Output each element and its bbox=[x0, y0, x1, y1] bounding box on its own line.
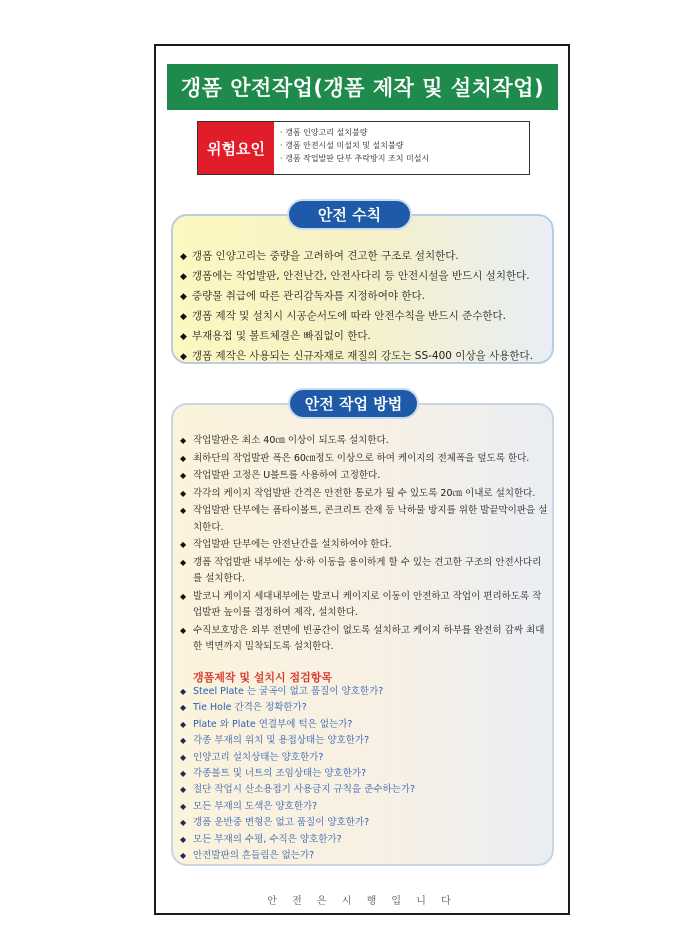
hazard-box bbox=[197, 121, 530, 175]
work-methods-list bbox=[180, 433, 548, 657]
work-method-item: ◆ 최하단의 작업발판 폭은 60㎝정도 이상으로 하여 케이지의 전체폭을 덮도록 한다. bbox=[180, 451, 548, 468]
hazard-label: 위험요인 bbox=[198, 122, 274, 174]
checklist-item: ◆ 모든 부재의 수평, 수직은 양호한가? bbox=[180, 832, 540, 848]
work-method-item: ◆ 갱폼 작업발판 내부에는 상·하 이동을 용이하게 할 수 있는 견고한 구조의 안전사다리를 설치한다. bbox=[180, 555, 548, 588]
safety-rule-item: ◆ 갱폼에는 작업발판, 안전난간, 안전사다리 등 안전시설을 반드시 설치한다. bbox=[180, 267, 550, 287]
hazard-item: · 갱폼 인양고리 설치불량 bbox=[280, 126, 429, 139]
checklist-heading: 갱폼제작 및 설치시 점검항목 bbox=[193, 671, 332, 684]
safety-rule-item: ◆ 갱폼 제작 및 설치시 시공순서도에 따라 안전수칙을 반드시 준수한다. bbox=[180, 307, 550, 327]
checklist-item: ◆ Plate 와 Plate 연결부에 턱은 없는가? bbox=[180, 717, 540, 733]
checklist-item: ◆ 절단 작업시 산소용접기 사용금지 규칙을 준수하는가? bbox=[180, 782, 540, 798]
safety-rule-item: ◆ 갱폼 인양고리는 중량을 고려하여 견고한 구조로 설치한다. bbox=[180, 247, 550, 267]
work-method-item: ◆ 작업발판은 최소 40㎝ 이상이 되도록 설치한다. bbox=[180, 433, 548, 450]
hazard-list bbox=[274, 122, 429, 174]
work-method-item: ◆ 작업발판 단부에는 안전난간을 설치하여야 한다. bbox=[180, 537, 548, 554]
checklist-item: ◆ Tie Hole 간격은 정확한가? bbox=[180, 700, 540, 716]
checklist-item: ◆ 안전발판의 흔들림은 없는가? bbox=[180, 848, 540, 864]
checklist-item: ◆ 갱폼 운반중 변형은 없고 품질이 양호한가? bbox=[180, 815, 540, 831]
safety-rule-item: ◆ 부재용접 및 볼트체결은 빠짐없이 한다. bbox=[180, 327, 550, 347]
checklist-item: ◆ 인양고리 설치상태는 양호한가? bbox=[180, 750, 540, 766]
checklist-item: ◆ Steel Plate 는 굴곡이 없고 품질이 양호한가? bbox=[180, 684, 540, 700]
work-method-item: ◆ 수직보호망은 외부 전면에 빈공간이 없도록 설치하고 케이지 하부를 완전히 감싸 최대한 벽면까지 밀착되도록 설치한다. bbox=[180, 623, 548, 656]
work-method-item: ◆ 작업발판 고정은 U볼트를 사용하여 고정한다. bbox=[180, 468, 548, 485]
work-methods-heading: 안전 작업 방법 bbox=[290, 390, 417, 417]
hazard-item: · 갱폼 안전시설 미설치 및 설치불량 bbox=[280, 139, 429, 152]
checklist-item: ◆ 각종 부재의 위치 및 용접상태는 양호한가? bbox=[180, 733, 540, 749]
work-method-item: ◆ 작업발판 단부에는 폼타이볼트, 콘크리트 잔재 등 낙하물 방지를 위한 발끝막이판을 설치한다. bbox=[180, 503, 548, 536]
safety-rule-item: ◆ 갱폼 제작은 사용되는 신규자재로 재질의 강도는 SS-400 이상을 사용한다. bbox=[180, 347, 550, 367]
work-method-item: ◆ 각각의 케이지 작업발판 간격은 안전한 통로가 될 수 있도록 20㎝ 이내로 설치한다. bbox=[180, 486, 548, 503]
safety-rules-heading: 안전 수칙 bbox=[289, 201, 410, 228]
safety-rules-list bbox=[180, 247, 550, 367]
hazard-item: · 갱폼 작업발판 단부 추락방지 조치 미설시 bbox=[280, 152, 429, 165]
poster-title: 갱폼 안전작업(갱폼 제작 및 설치작업) bbox=[167, 64, 558, 110]
checklist bbox=[180, 684, 540, 864]
checklist-item: ◆ 각종볼트 및 너트의 조임상태는 양호한가? bbox=[180, 766, 540, 782]
footer-slogan: 안 전 은 시 행 입 니 다 bbox=[267, 896, 457, 907]
work-method-item: ◆ 발코니 케이지 세대내부에는 발코니 케이지로 이동이 안전하고 작업이 편리하도록 작업발판 높이를 결정하여 제작, 설치한다. bbox=[180, 589, 548, 622]
checklist-item: ◆ 모든 부재의 도색은 양호한가? bbox=[180, 799, 540, 815]
safety-rule-item: ◆ 중량물 취급에 따른 관리감독자를 지정하여야 한다. bbox=[180, 287, 550, 307]
